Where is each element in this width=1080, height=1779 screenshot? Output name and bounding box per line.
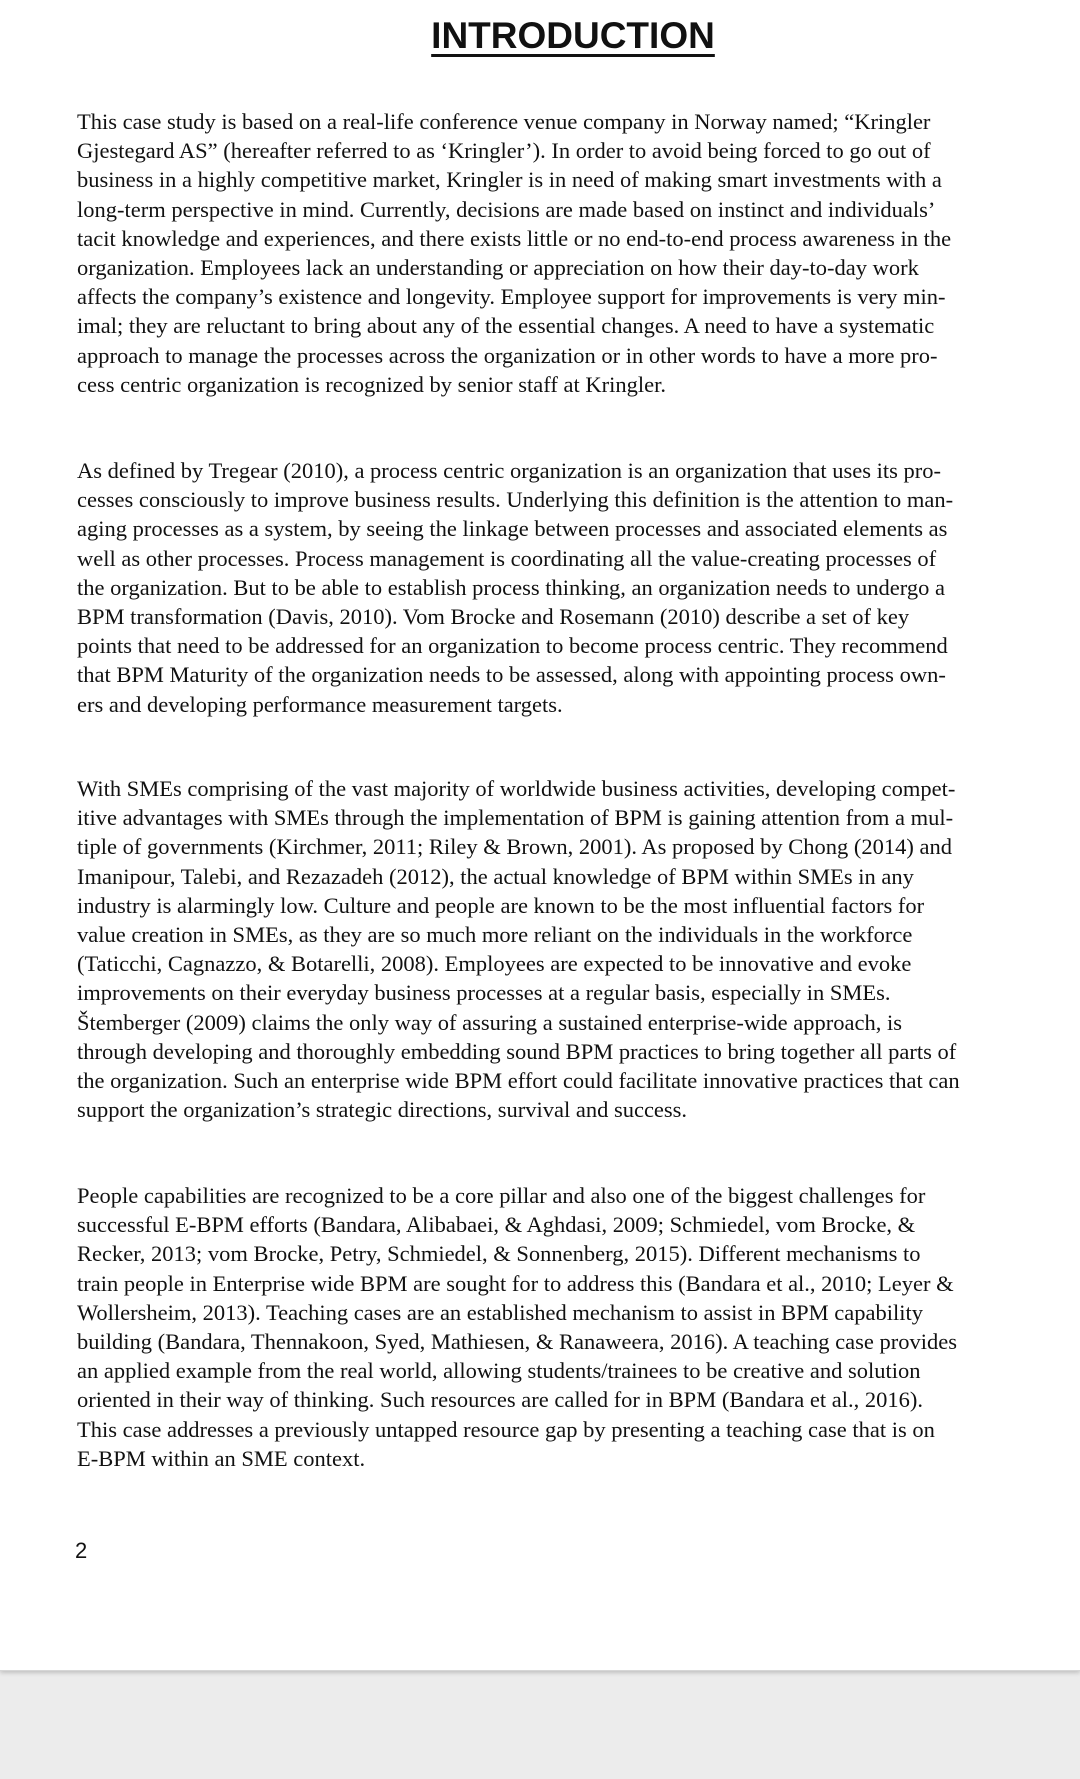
paragraph-3: With SMEs comprising of the vast majority of worldwide business activities, developing compet- itive advantages with SMEs through the implementation of BPM is gaining attention from a mul- tiple of governments (Kirchmer, 2011; Riley & Brown, 2001). As proposed by Chong (2014) and Imanipour, Talebi, and Rezazadeh (2012), the actual knowledge of BPM within SMEs in any industry is alarmingly low. Culture and people are known to be the most influential factors for value creation in SMEs, as they are so much more reliant on the individuals in the workforce (Taticchi, Cagnazzo, & Botarelli, 2008). Employees are expected to be innovative and evoke improvements on their everyday business processes at a regular basis, especially in SMEs. Štemberger (2009) claims the only way of assuring a sustained enterprise-wide approach, is through developing and thoroughly embedding sound BPM practices to bring together all parts of the organization. Such an enterprise wide BPM effort could facilitate innovative practices that can support the organization’s strategic directions, survival and success. [77, 776, 960, 1123]
page-title: INTRODUCTION [431, 15, 715, 56]
page-number: 2 [75, 1538, 88, 1563]
paragraph-4: People capabilities are recognized to be a core pillar and also one of the biggest challenges for successful E-BPM efforts (Bandara, Alibabaei, & Aghdasi, 2009; Schmiedel, vom Brocke, & Recker, 2013; vom Brocke, Petry, Schmiedel, & Sonnenberg, 2015). Different mechanisms to train people in Enterprise wide BPM are sought for to address this (Bandara et al., 2010; Leyer & Wollersheim, 2013). Teaching cases are an established mechanism to assist in BPM capability building (Bandara, Thennakoon, Syed, Mathiesen, & Ranaweera, 2016). A teaching case provides an applied example from the real world, allowing students/trainees to be creative and solution oriented in their way of thinking. Such resources are called for in BPM (Bandara et al., 2016). This case addresses a previously untapped resource gap by presenting a teaching case that is on E-BPM within an SME context. [77, 1183, 957, 1471]
paragraph-2: As defined by Tregear (2010), a process centric organization is an organization that uses its pro- cesses consciously to improve business results. Underlying this definition is the attention to man- aging processes as a system, by seeing the linkage between processes and associated elements as well as other processes. Process management is coordinating all the value-creating processes of the organization. But to be able to establish process thinking, an organization needs to undergo a BPM transformation (Davis, 2010). Vom Brocke and Rosemann (2010) describe a set of key points that need to be addressed for an organization to become process centric. They recommend that BPM Maturity of the organization needs to be assessed, along with appointing process own- ers and developing performance measurement targets. [77, 458, 954, 717]
paragraph-1: This case study is based on a real-life conference venue company in Norway named; “Kringler Gjestegard AS” (hereafter referred to as ‘Kringler’). In order to avoid being forced to go out of business in a highly competitive market, Kringler is in need of making smart investments with a long-term perspective in mind. Currently, decisions are made based on instinct and individuals’ tacit knowledge and experiences, and there exists little or no end-to-end process awareness in the organization. Employees lack an understanding or appreciation on how their day-to-day work affects the company’s existence and longevity. Employee support for improvements is very min- imal; they are reluctant to bring about any of the essential changes. A need to have a systematic approach to manage the processes across the organization or in other words to have a more pro- cess centric organization is recognized by senior staff at Kringler. [77, 109, 952, 397]
